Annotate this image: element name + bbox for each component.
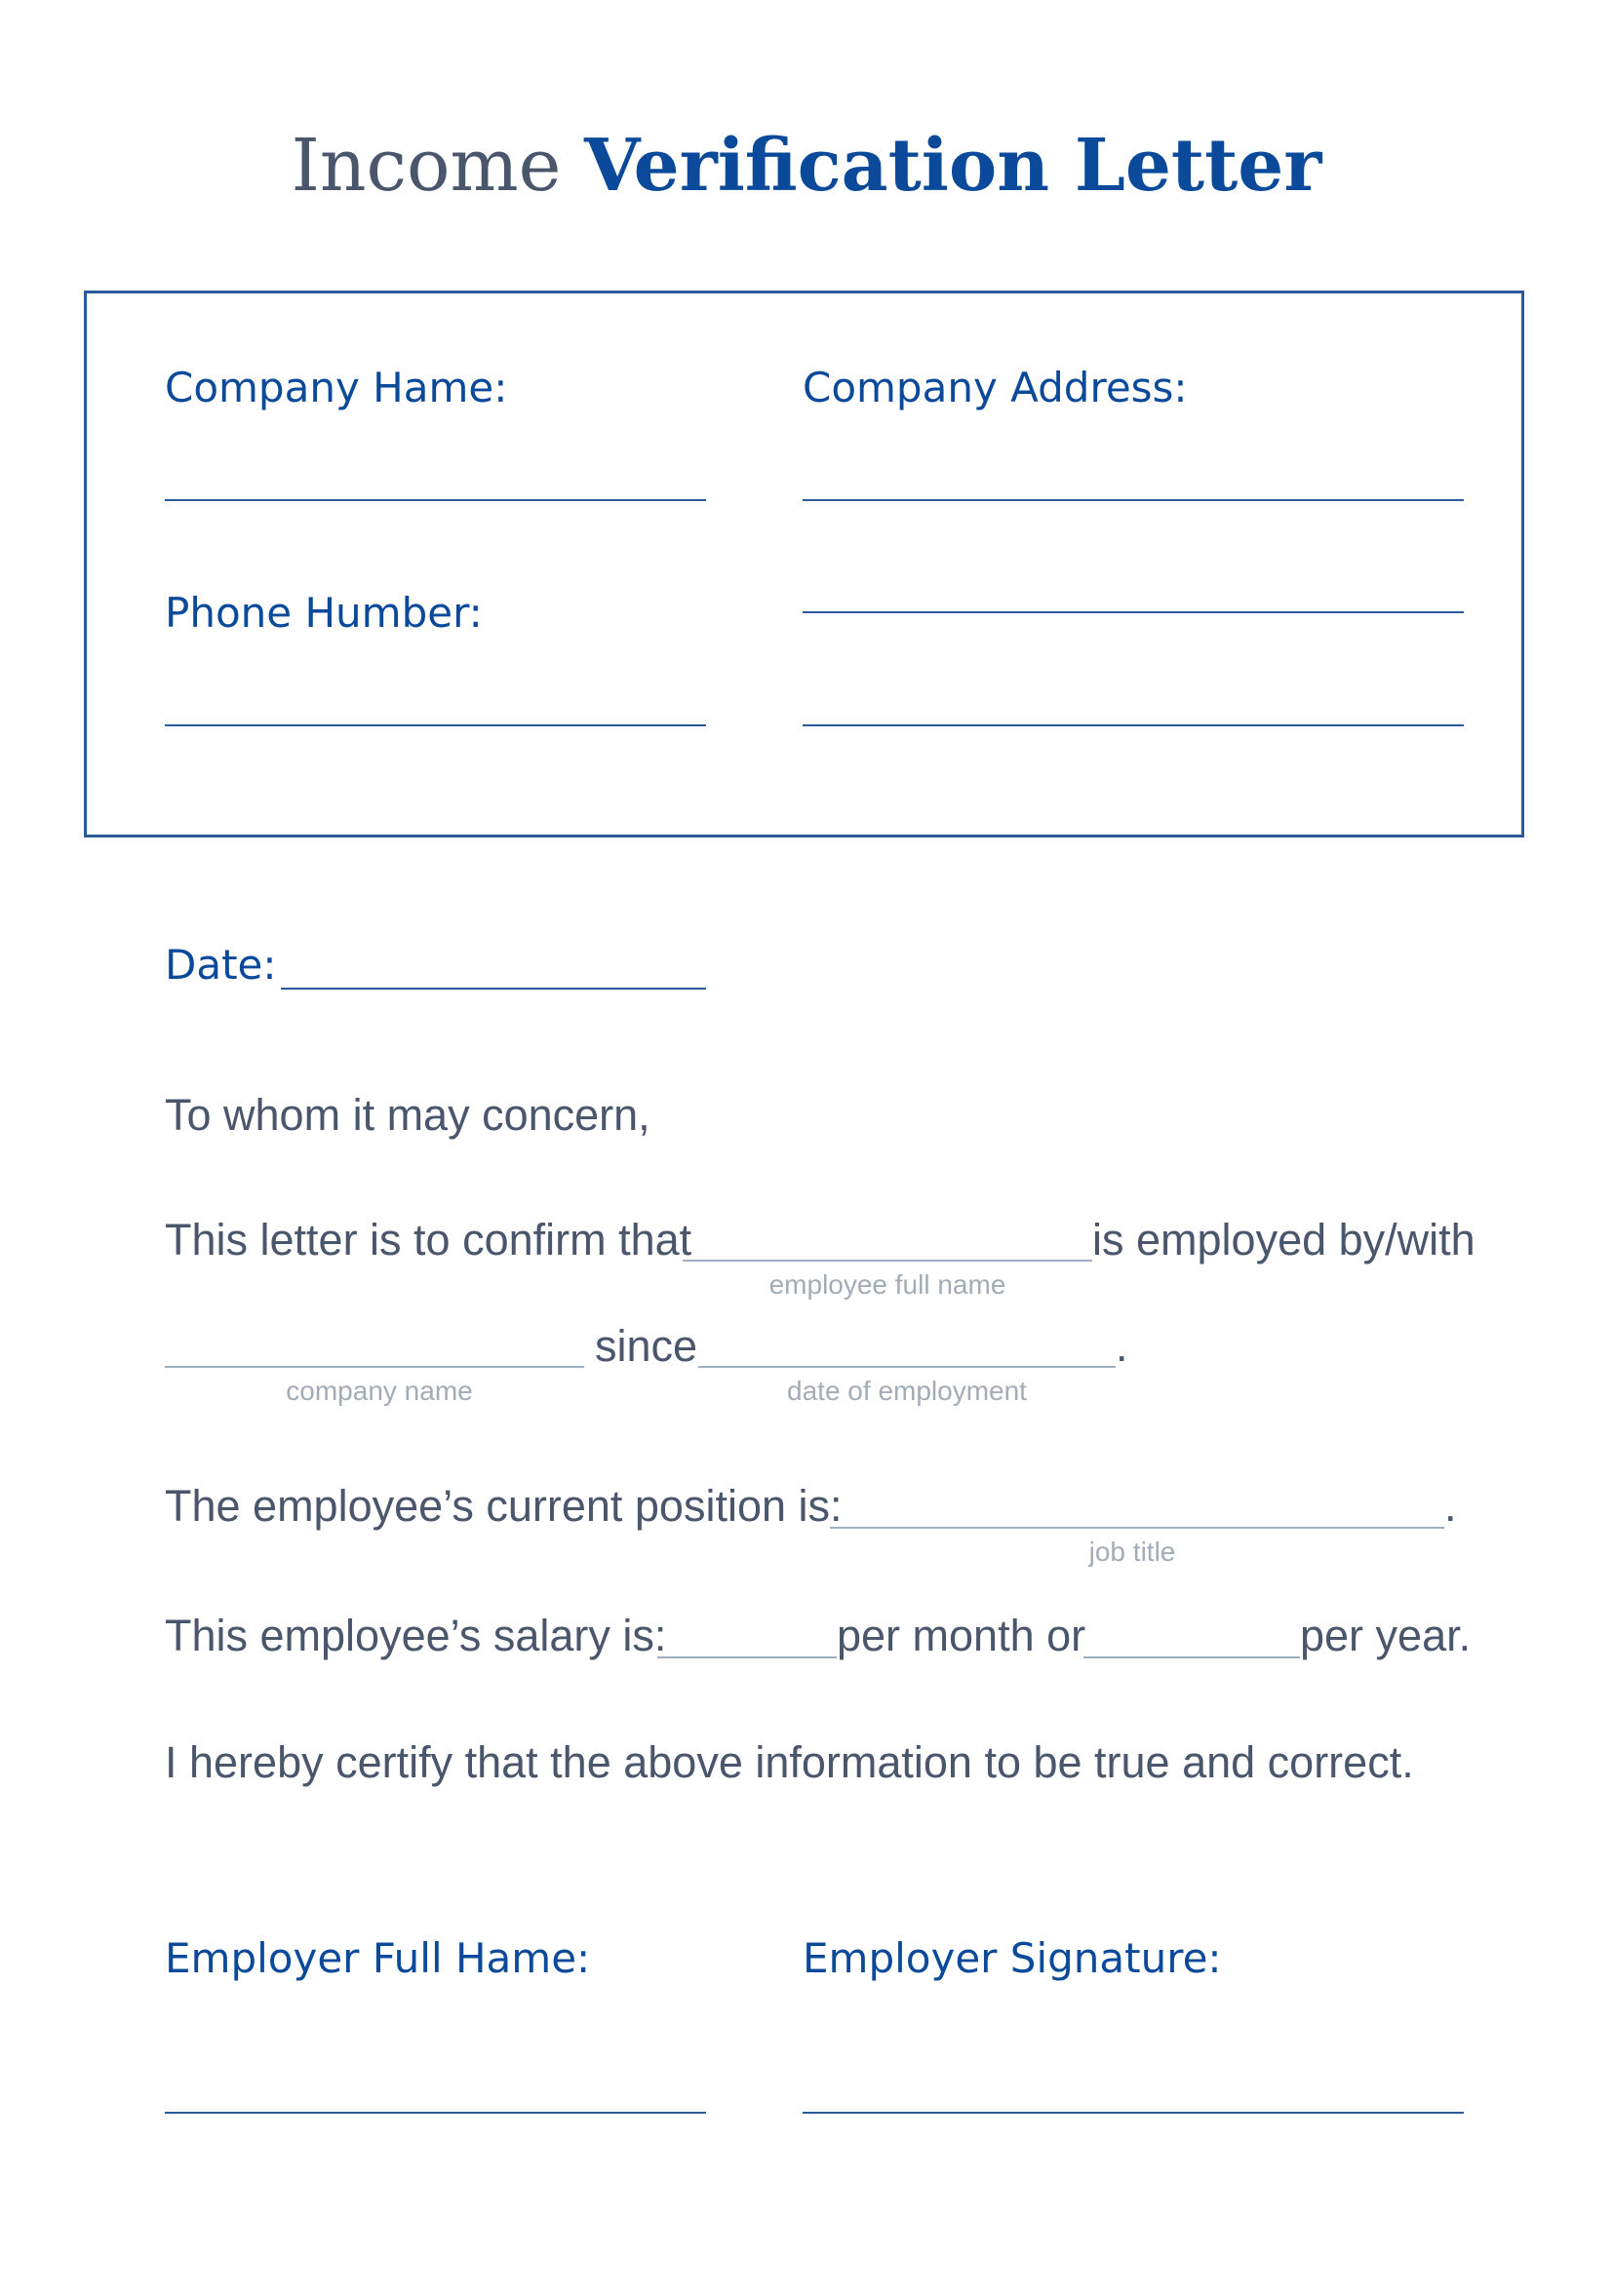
since-text: since: [595, 1321, 698, 1371]
employer-name-label: Employer Full Hame:: [165, 1934, 591, 1982]
greeting: To whom it may concern,: [165, 1090, 650, 1140]
employer-signature-label: Employer Signature:: [803, 1934, 1222, 1982]
date-label: Date:: [165, 941, 277, 989]
company-name-inline-field[interactable]: [165, 1366, 584, 1368]
company-name-hint: company name: [286, 1376, 473, 1406]
company-address-field-2[interactable]: [803, 611, 1464, 613]
salary-prefix: This employee’s salary is:: [165, 1611, 667, 1660]
title-light: Income: [291, 124, 562, 208]
company-name-field[interactable]: [165, 499, 706, 501]
page-title: [0, 117, 1613, 214]
job-title-hint: job title: [1088, 1537, 1176, 1567]
job-title-field[interactable]: [830, 1527, 1444, 1529]
salary-suffix: per year.: [1300, 1611, 1472, 1660]
confirm-suffix: is employed by/with: [1092, 1215, 1475, 1265]
employee-name-field[interactable]: [683, 1260, 1092, 1262]
salary-mid: per month or: [837, 1611, 1086, 1660]
yearly-salary-field[interactable]: [1083, 1656, 1300, 1658]
date-field[interactable]: [281, 988, 706, 990]
employment-date-hint: date of employment: [787, 1376, 1027, 1406]
confirm-prefix: This letter is to confirm that: [165, 1215, 692, 1265]
phone-number-label: Phone Humber:: [165, 589, 483, 637]
position-prefix: The employee’s current position is:: [165, 1481, 843, 1531]
company-address-field-1[interactable]: [803, 499, 1464, 501]
phone-number-field[interactable]: [165, 724, 706, 726]
position-period: .: [1444, 1481, 1457, 1531]
employee-name-hint: employee full name: [768, 1269, 1006, 1300]
company-address-field-3[interactable]: [803, 724, 1464, 726]
title-bold: Verification Letter: [584, 124, 1322, 208]
certify-text: I hereby certify that the above information to be true and correct.: [165, 1737, 1414, 1787]
company-address-label: Company Address:: [803, 364, 1188, 411]
employer-name-field[interactable]: [165, 2112, 706, 2114]
since-period: .: [1116, 1321, 1128, 1371]
company-name-label: Company Hame:: [165, 364, 508, 411]
employer-signature-field[interactable]: [803, 2112, 1464, 2114]
monthly-salary-field[interactable]: [657, 1656, 837, 1658]
employment-date-field[interactable]: [698, 1366, 1116, 1368]
